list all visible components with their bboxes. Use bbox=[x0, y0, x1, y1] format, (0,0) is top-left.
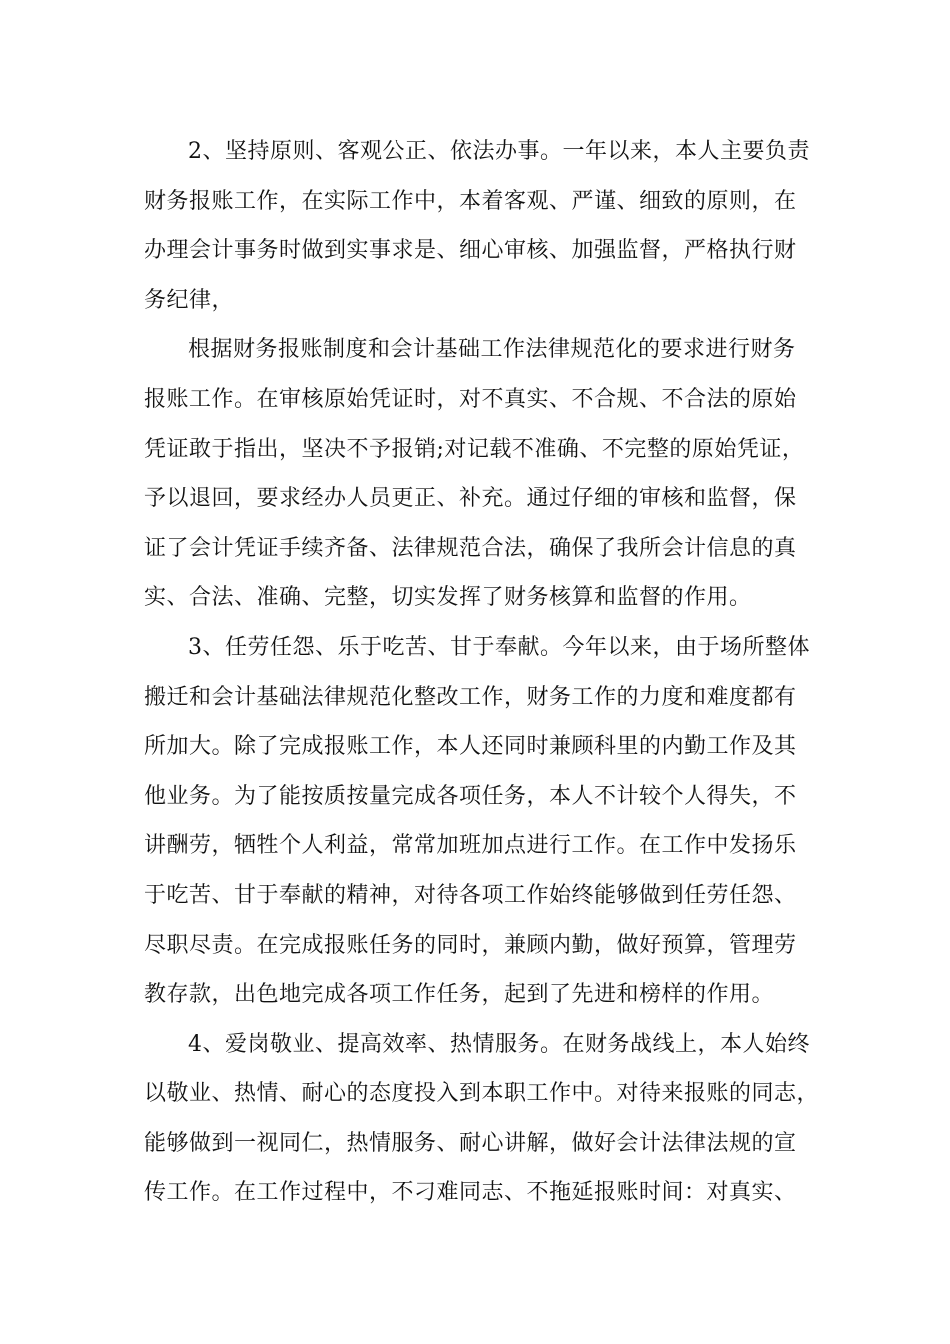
text-line: 所加大。除了完成报账工作，本人还同时兼顾科里的内勤工作及其 bbox=[144, 734, 797, 760]
text-line: 搬迁和会计基础法律规范化整改工作，财务工作的力度和难度都有 bbox=[144, 684, 797, 710]
text-line: 4、爱岗敬业、提高效率、热情服务。在财务战线上，本人始终 bbox=[188, 1031, 810, 1057]
document-body bbox=[144, 127, 830, 1218]
text-line: 实、合法、准确、完整，切实发挥了财务核算和监督的作用。 bbox=[144, 585, 752, 611]
text-line: 于吃苦、甘于奉献的精神，对待各项工作始终能够做到任劳任怨、 bbox=[144, 882, 797, 908]
text-line: 讲酬劳，牺牲个人利益，常常加班加点进行工作。在工作中发扬乐 bbox=[144, 833, 797, 859]
text-line: 传工作。在工作过程中，不刁难同志、不拖延报账时间：对真实、 bbox=[144, 1180, 797, 1206]
paragraph-reimbursement bbox=[144, 325, 830, 623]
text-line: 凭证敢于指出，坚决不予报销;对记载不准确、不完整的原始凭证， bbox=[144, 436, 805, 462]
paragraph-dedication bbox=[144, 1020, 830, 1218]
text-line: 证了会计凭证手续齐备、法律规范合法，确保了我所会计信息的真 bbox=[144, 535, 797, 561]
text-line: 能够做到一视同仁，热情服务、耐心讲解，做好会计法律法规的宣 bbox=[144, 1130, 797, 1156]
text-line: 以敬业、热情、耐心的态度投入到本职工作中。对待来报账的同志， bbox=[144, 1081, 820, 1107]
text-line: 根据财务报账制度和会计基础工作法律规范化的要求进行财务 bbox=[188, 337, 796, 363]
text-line: 予以退回，要求经办人员更正、补充。通过仔细的审核和监督，保 bbox=[144, 486, 797, 512]
text-line: 2、坚持原则、客观公正、依法办事。一年以来，本人主要负责 bbox=[188, 139, 810, 164]
text-line: 3、任劳任怨、乐于吃苦、甘于奉献。今年以来，由于场所整体 bbox=[188, 634, 810, 660]
text-line: 他业务。为了能按质按量完成各项任务，本人不计较个人得失，不 bbox=[144, 783, 797, 809]
paragraph-principles bbox=[144, 127, 830, 325]
text-line: 务纪律， bbox=[144, 287, 235, 313]
paragraph-hardworking bbox=[144, 623, 830, 1020]
text-line: 尽职尽责。在完成报账任务的同时，兼顾内勤，做好预算，管理劳 bbox=[144, 932, 797, 958]
text-line: 办理会计事务时做到实事求是、细心审核、加强监督，严格执行财 bbox=[144, 238, 797, 264]
text-line: 教存款，出色地完成各项工作任务，起到了先进和榜样的作用。 bbox=[144, 982, 775, 1008]
text-line: 财务报账工作，在实际工作中，本着客观、严谨、细致的原则，在 bbox=[144, 188, 797, 214]
text-line: 报账工作。在审核原始凭证时，对不真实、不合规、不合法的原始 bbox=[144, 386, 797, 412]
